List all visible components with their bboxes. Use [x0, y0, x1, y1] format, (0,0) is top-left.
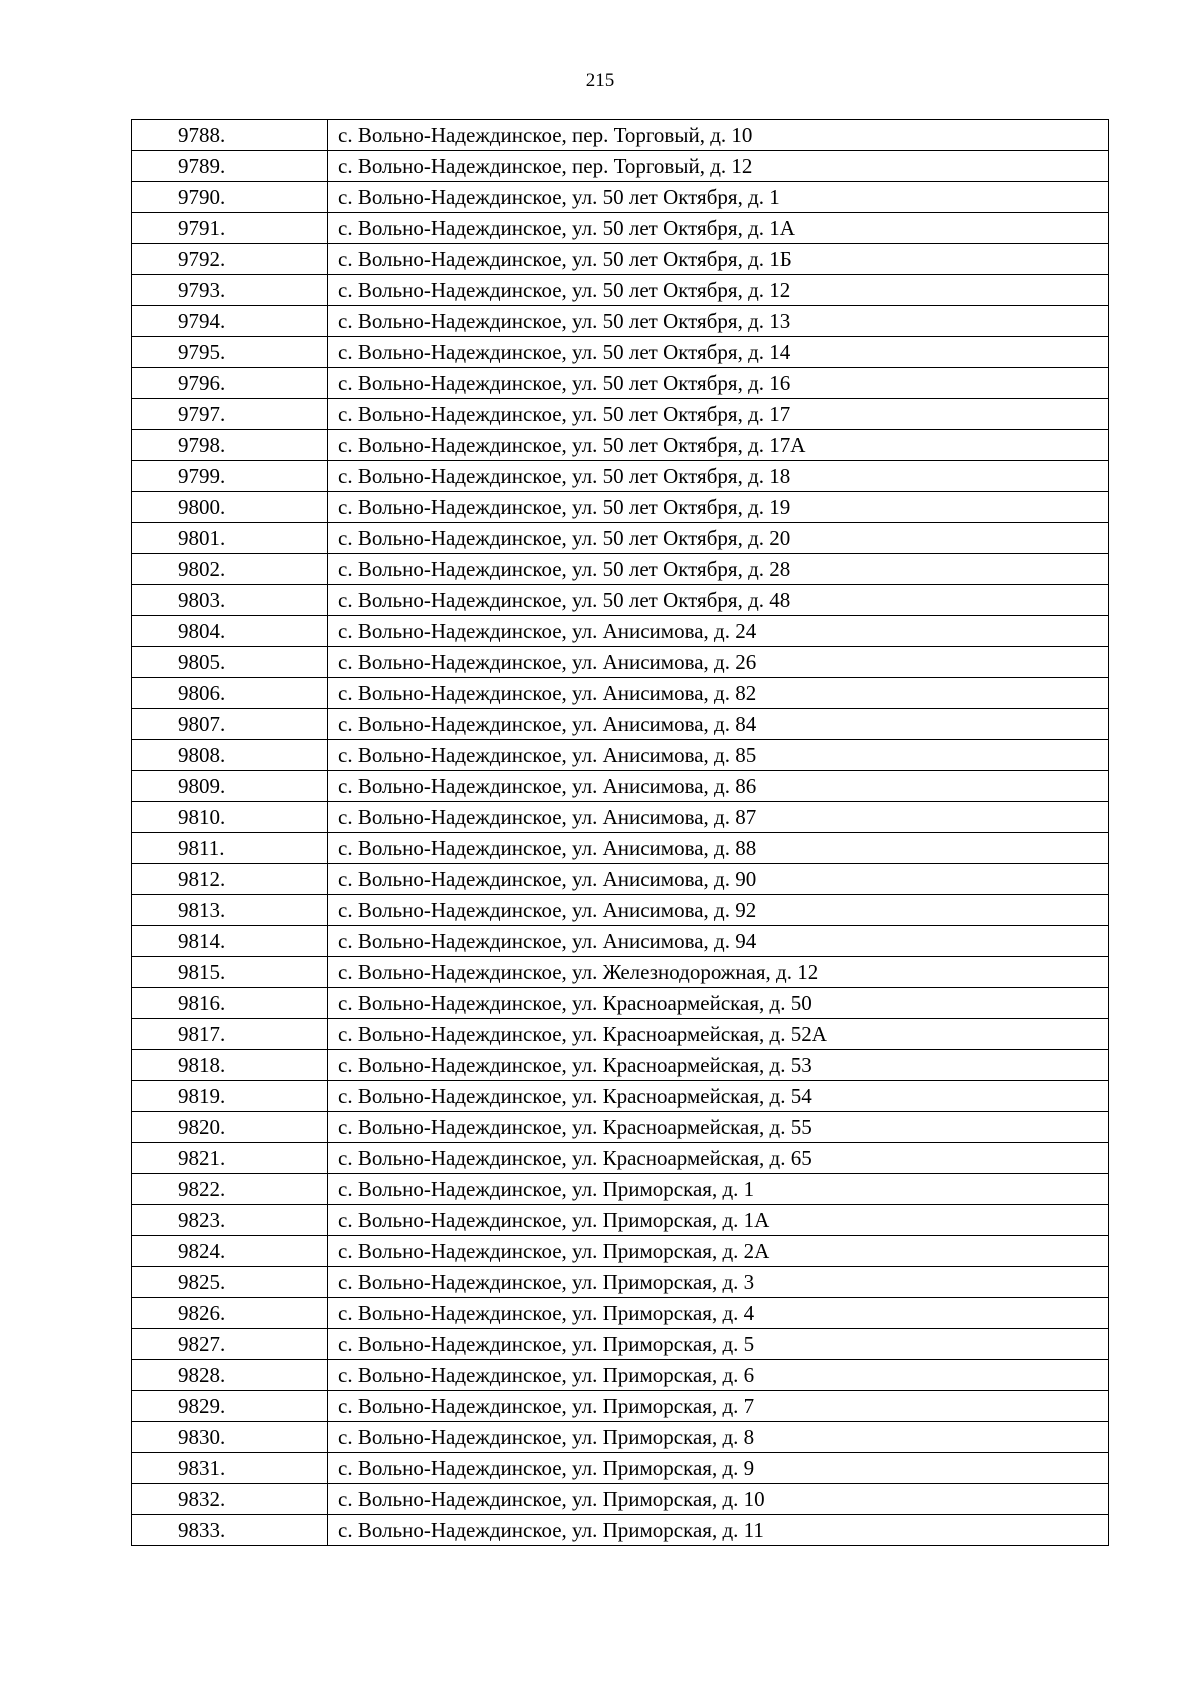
- table-row: [132, 492, 1109, 523]
- table-row: [132, 864, 1109, 895]
- row-number-cell: 9833.: [132, 1515, 328, 1546]
- table-row: [132, 1112, 1109, 1143]
- row-number-cell: 9812.: [132, 864, 328, 895]
- row-number-cell: 9822.: [132, 1174, 328, 1205]
- row-number-cell: 9810.: [132, 802, 328, 833]
- address-cell: с. Вольно-Надеждинское, ул. Железнодорожная, д. 12: [328, 957, 1109, 988]
- table-row: [132, 244, 1109, 275]
- address-cell: с. Вольно-Надеждинское, ул. Приморская, д. 10: [328, 1484, 1109, 1515]
- address-cell: с. Вольно-Надеждинское, ул. 50 лет Октября, д. 18: [328, 461, 1109, 492]
- row-number-cell: 9799.: [132, 461, 328, 492]
- table-row: [132, 585, 1109, 616]
- table-row: [132, 1143, 1109, 1174]
- address-cell: с. Вольно-Надеждинское, ул. 50 лет Октября, д. 12: [328, 275, 1109, 306]
- table-row: [132, 895, 1109, 926]
- table-row: [132, 1174, 1109, 1205]
- row-number-cell: 9813.: [132, 895, 328, 926]
- address-cell: с. Вольно-Надеждинское, ул. Приморская, д. 8: [328, 1422, 1109, 1453]
- row-number-cell: 9801.: [132, 523, 328, 554]
- table-row: [132, 1422, 1109, 1453]
- table-row: [132, 1391, 1109, 1422]
- table-row: [132, 337, 1109, 368]
- table-row: [132, 120, 1109, 151]
- address-cell: с. Вольно-Надеждинское, ул. Приморская, д. 5: [328, 1329, 1109, 1360]
- table-row: [132, 554, 1109, 585]
- row-number-cell: 9794.: [132, 306, 328, 337]
- page-number: 215: [585, 70, 615, 91]
- address-cell: с. Вольно-Надеждинское, пер. Торговый, д. 12: [328, 151, 1109, 182]
- address-cell: с. Вольно-Надеждинское, ул. 50 лет Октября, д. 19: [328, 492, 1109, 523]
- table-row: [132, 802, 1109, 833]
- table-row: [132, 709, 1109, 740]
- row-number-cell: 9816.: [132, 988, 328, 1019]
- table-row: [132, 306, 1109, 337]
- address-cell: с. Вольно-Надеждинское, ул. Красноармейская, д. 55: [328, 1112, 1109, 1143]
- table-row: [132, 647, 1109, 678]
- table-row: [132, 833, 1109, 864]
- row-number-cell: 9827.: [132, 1329, 328, 1360]
- table-row: [132, 461, 1109, 492]
- row-number-cell: 9811.: [132, 833, 328, 864]
- row-number-cell: 9819.: [132, 1081, 328, 1112]
- address-cell: с. Вольно-Надеждинское, ул. Приморская, д. 11: [328, 1515, 1109, 1546]
- address-cell: с. Вольно-Надеждинское, ул. Анисимова, д. 92: [328, 895, 1109, 926]
- table-row: [132, 182, 1109, 213]
- row-number-cell: 9817.: [132, 1019, 328, 1050]
- address-cell: с. Вольно-Надеждинское, ул. Приморская, д. 4: [328, 1298, 1109, 1329]
- row-number-cell: 9829.: [132, 1391, 328, 1422]
- address-cell: с. Вольно-Надеждинское, ул. Анисимова, д. 24: [328, 616, 1109, 647]
- address-cell: с. Вольно-Надеждинское, ул. Приморская, д. 3: [328, 1267, 1109, 1298]
- address-cell: с. Вольно-Надеждинское, ул. 50 лет Октября, д. 48: [328, 585, 1109, 616]
- address-cell: с. Вольно-Надеждинское, ул. Анисимова, д. 90: [328, 864, 1109, 895]
- table-row: [132, 616, 1109, 647]
- table-row: [132, 1515, 1109, 1546]
- row-number-cell: 9790.: [132, 182, 328, 213]
- address-cell: с. Вольно-Надеждинское, ул. Красноармейская, д. 50: [328, 988, 1109, 1019]
- row-number-cell: 9832.: [132, 1484, 328, 1515]
- table-row: [132, 430, 1109, 461]
- address-cell: с. Вольно-Надеждинское, ул. Красноармейская, д. 54: [328, 1081, 1109, 1112]
- address-cell: с. Вольно-Надеждинское, ул. Приморская, д. 1: [328, 1174, 1109, 1205]
- table-row: [132, 368, 1109, 399]
- table-row: [132, 1267, 1109, 1298]
- row-number-cell: 9797.: [132, 399, 328, 430]
- address-cell: с. Вольно-Надеждинское, ул. 50 лет Октября, д. 28: [328, 554, 1109, 585]
- row-number-cell: 9792.: [132, 244, 328, 275]
- row-number-cell: 9793.: [132, 275, 328, 306]
- row-number-cell: 9805.: [132, 647, 328, 678]
- row-number-cell: 9796.: [132, 368, 328, 399]
- row-number-cell: 9795.: [132, 337, 328, 368]
- table-row: [132, 399, 1109, 430]
- table-row: [132, 1329, 1109, 1360]
- table-row: [132, 926, 1109, 957]
- table-row: [132, 988, 1109, 1019]
- address-cell: с. Вольно-Надеждинское, ул. Анисимова, д. 94: [328, 926, 1109, 957]
- row-number-cell: 9824.: [132, 1236, 328, 1267]
- address-cell: с. Вольно-Надеждинское, ул. Приморская, д. 1А: [328, 1205, 1109, 1236]
- address-cell: с. Вольно-Надеждинское, ул. Красноармейская, д. 65: [328, 1143, 1109, 1174]
- row-number-cell: 9807.: [132, 709, 328, 740]
- row-number-cell: 9789.: [132, 151, 328, 182]
- address-cell: с. Вольно-Надеждинское, ул. Приморская, д. 6: [328, 1360, 1109, 1391]
- row-number-cell: 9806.: [132, 678, 328, 709]
- address-cell: с. Вольно-Надеждинское, ул. 50 лет Октября, д. 1: [328, 182, 1109, 213]
- row-number-cell: 9823.: [132, 1205, 328, 1236]
- row-number-cell: 9808.: [132, 740, 328, 771]
- row-number-cell: 9800.: [132, 492, 328, 523]
- address-cell: с. Вольно-Надеждинское, ул. 50 лет Октября, д. 13: [328, 306, 1109, 337]
- address-cell: с. Вольно-Надеждинское, ул. Красноармейская, д. 52А: [328, 1019, 1109, 1050]
- table-row: [132, 1298, 1109, 1329]
- row-number-cell: 9825.: [132, 1267, 328, 1298]
- row-number-cell: 9788.: [132, 120, 328, 151]
- address-cell: с. Вольно-Надеждинское, ул. Приморская, д. 7: [328, 1391, 1109, 1422]
- table-row: [132, 1453, 1109, 1484]
- table-row: [132, 1484, 1109, 1515]
- address-cell: с. Вольно-Надеждинское, ул. Приморская, д. 2А: [328, 1236, 1109, 1267]
- table-row: [132, 151, 1109, 182]
- row-number-cell: 9804.: [132, 616, 328, 647]
- table-row: [132, 678, 1109, 709]
- address-cell: с. Вольно-Надеждинское, ул. Анисимова, д. 87: [328, 802, 1109, 833]
- table-row: [132, 275, 1109, 306]
- address-cell: с. Вольно-Надеждинское, ул. Анисимова, д. 88: [328, 833, 1109, 864]
- address-cell: с. Вольно-Надеждинское, ул. 50 лет Октября, д. 17А: [328, 430, 1109, 461]
- row-number-cell: 9826.: [132, 1298, 328, 1329]
- address-cell: с. Вольно-Надеждинское, ул. Анисимова, д. 84: [328, 709, 1109, 740]
- row-number-cell: 9818.: [132, 1050, 328, 1081]
- table-row: [132, 771, 1109, 802]
- address-cell: с. Вольно-Надеждинское, ул. 50 лет Октября, д. 14: [328, 337, 1109, 368]
- row-number-cell: 9814.: [132, 926, 328, 957]
- address-cell: с. Вольно-Надеждинское, ул. Анисимова, д. 86: [328, 771, 1109, 802]
- address-cell: с. Вольно-Надеждинское, ул. Красноармейская, д. 53: [328, 1050, 1109, 1081]
- address-cell: с. Вольно-Надеждинское, ул. 50 лет Октября, д. 1Б: [328, 244, 1109, 275]
- table-row: [132, 1360, 1109, 1391]
- row-number-cell: 9809.: [132, 771, 328, 802]
- row-number-cell: 9831.: [132, 1453, 328, 1484]
- row-number-cell: 9830.: [132, 1422, 328, 1453]
- table-row: [132, 1019, 1109, 1050]
- address-cell: с. Вольно-Надеждинское, ул. Приморская, д. 9: [328, 1453, 1109, 1484]
- row-number-cell: 9828.: [132, 1360, 328, 1391]
- row-number-cell: 9791.: [132, 213, 328, 244]
- table-row: [132, 1050, 1109, 1081]
- address-cell: с. Вольно-Надеждинское, ул. 50 лет Октября, д. 16: [328, 368, 1109, 399]
- address-cell: с. Вольно-Надеждинское, пер. Торговый, д. 10: [328, 120, 1109, 151]
- table-row: [132, 1236, 1109, 1267]
- table-row: [132, 213, 1109, 244]
- row-number-cell: 9798.: [132, 430, 328, 461]
- table-row: [132, 740, 1109, 771]
- address-cell: с. Вольно-Надеждинское, ул. Анисимова, д. 82: [328, 678, 1109, 709]
- table-row: [132, 1205, 1109, 1236]
- table-row: [132, 1081, 1109, 1112]
- address-cell: с. Вольно-Надеждинское, ул. 50 лет Октября, д. 1А: [328, 213, 1109, 244]
- table-row: [132, 523, 1109, 554]
- row-number-cell: 9815.: [132, 957, 328, 988]
- row-number-cell: 9821.: [132, 1143, 328, 1174]
- row-number-cell: 9820.: [132, 1112, 328, 1143]
- address-cell: с. Вольно-Надеждинское, ул. Анисимова, д. 85: [328, 740, 1109, 771]
- address-table-body: [132, 120, 1109, 1546]
- address-cell: с. Вольно-Надеждинское, ул. Анисимова, д. 26: [328, 647, 1109, 678]
- table-row: [132, 957, 1109, 988]
- row-number-cell: 9803.: [132, 585, 328, 616]
- address-cell: с. Вольно-Надеждинское, ул. 50 лет Октября, д. 20: [328, 523, 1109, 554]
- address-cell: с. Вольно-Надеждинское, ул. 50 лет Октября, д. 17: [328, 399, 1109, 430]
- row-number-cell: 9802.: [132, 554, 328, 585]
- address-table: [131, 119, 1109, 1546]
